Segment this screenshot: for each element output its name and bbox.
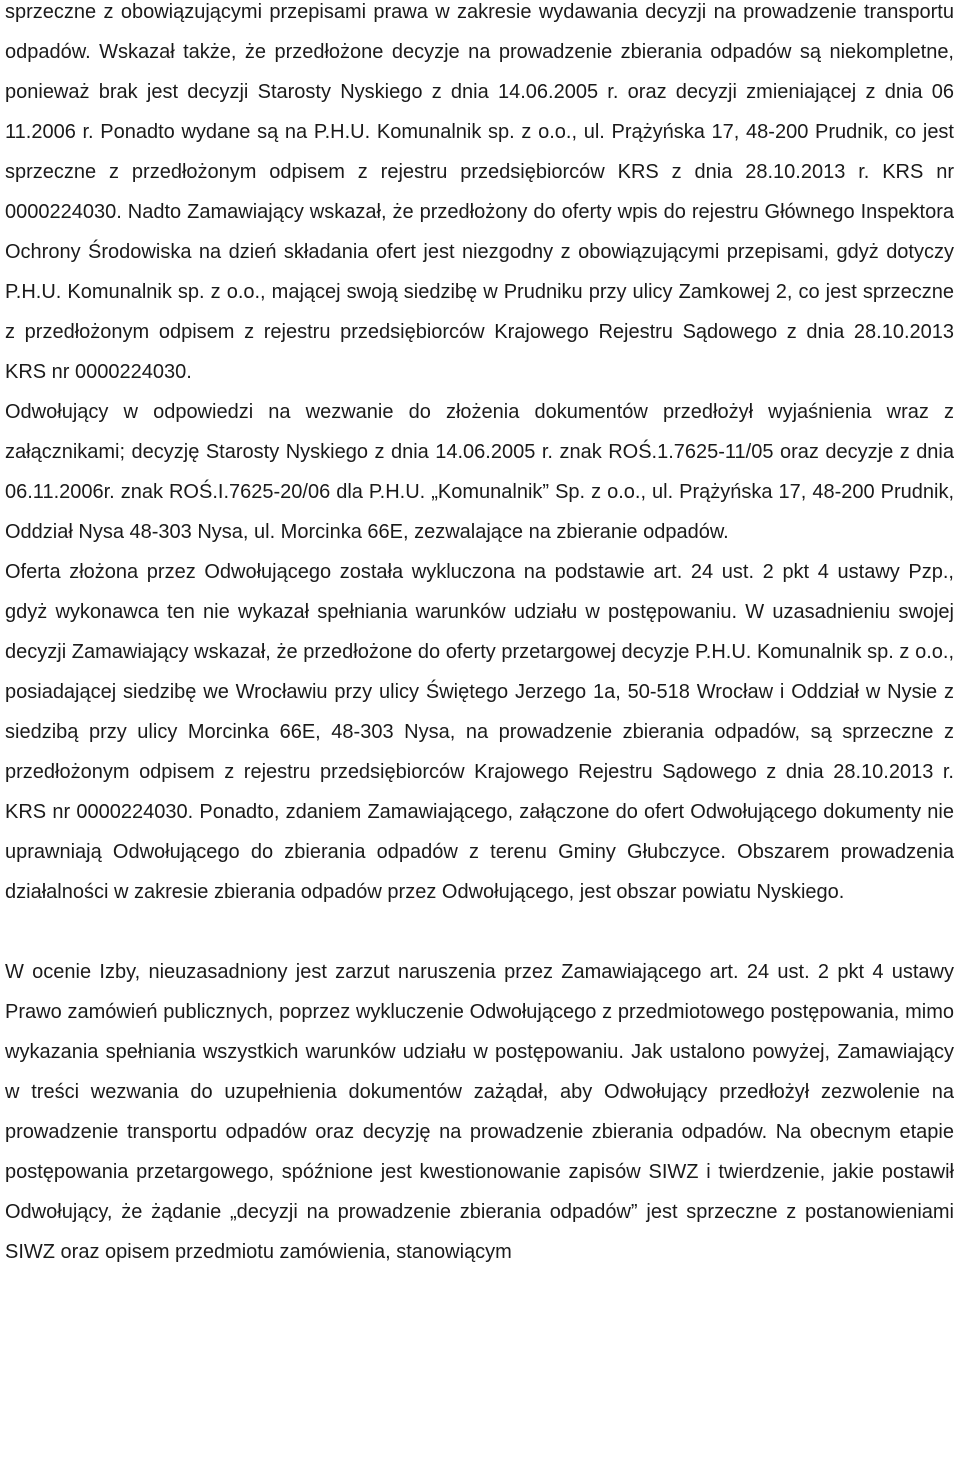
paragraph-chamber-assessment: W ocenie Izby, nieuzasadniony jest zarzut naruszenia przez Zamawiającego art. 24 ust. 2 pkt 4 ustawy Prawo zamówień publicznych, poprzez wykluczenie Odwołującego z przedmiotowego postępowania, mimo wykazania spełniania wszystkich warunków udziału w postępowaniu. Jak ustalono powyżej, Zamawiający w treści wezwania do uzupełnienia dokumentów zażądał, aby Odwołujący przedłożył zezwolenie na prowadzenie transportu odpadów oraz decyzję na prowadzenie zbierania odpadów. Na obecnym etapie postępowania przetargowego, spóźnione jest kwestionowanie zapisów SIWZ i twierdzenie, jakie postawił Odwołujący, że żądanie „decyzji na prowadzenie zbierania odpadów” jest sprzeczne z postanowieniami SIWZ oraz opisem przedmiotu zamówienia, stanowiącym — [5, 961, 954, 1263]
paragraph-offer-excluded: Oferta złożona przez Odwołującego została wykluczona na podstawie art. 24 ust. 2 pkt 4 ustawy Pzp., gdyż wykonawca ten nie wykazał spełniania warunków udziału w postępowaniu. W uzasadnieniu swojej decyzji Zamawiający wskazał, że przedłożone do oferty przetargowej decyzje P.H.U. Komunalnik sp. z o.o., posiadającej siedzibę we Wrocławiu przy ulicy Świętego Jerzego 1a, 50-518 Wrocław i Oddział w Nysie z siedzibą przy ulicy Morcinka 66E, 48-303 Nysa, na prowadzenie zbierania odpadów, są sprzeczne z przedłożonym odpisem z rejestru przedsiębiorców Krajowego Rejestru Sądowego z dnia 28.10.2013 r. KRS nr 0000224030. Ponadto, zdaniem Zamawiającego, załączone do ofert Odwołującego dokumenty nie uprawniają Odwołującego do zbierania odpadów z terenu Gminy Głubczyce. Obszarem prowadzenia działalności w zakresie zbierania odpadów przez Odwołującego, jest obszar powiatu Nyskiego. — [5, 561, 954, 903]
paragraph-appellant-response: Odwołujący w odpowiedzi na wezwanie do złożenia dokumentów przedłożył wyjaśnienia wraz z załącznikami; decyzję Starosty Nyskiego z dnia 14.06.2005 r. znak ROŚ.1.7625-11/05 oraz decyzje z dnia 06.11.2006r. znak ROŚ.I.7625-20/06 dla P.H.U. „Komunalnik” Sp. z o.o., ul. Prążyńska 17, 48-200 Prudnik, Oddział Nysa 48-303 Nysa, ul. Morcinka 66E, zezwalające na zbieranie odpadów. — [5, 401, 954, 543]
paragraph-gap — [5, 912, 954, 952]
paragraph-transport-decisions: sprzeczne z obowiązującymi przepisami prawa w zakresie wydawania decyzji na prowadzenie transportu odpadów. Wskazał także, że przedłożone decyzje na prowadzenie zbierania odpadów są niekompletne, ponieważ brak jest decyzji Starosty Nyskiego z dnia 14.06.2005 r. oraz decyzji zmieniającej z dnia 06 11.2006 r. Ponadto wydane są na P.H.U. Komunalnik sp. z o.o., ul. Prążyńska 17, 48-200 Prudnik, co jest sprzeczne z przedłożonym odpisem z rejestru przedsiębiorców KRS z dnia 28.10.2013 r. KRS nr 0000224030. Nadto Zamawiający wskazał, że przedłożony do oferty wpis do rejestru Głównego Inspektora Ochrony Środowiska na dzień składania ofert jest niezgodny z obowiązującymi przepisami, gdyż dotyczy P.H.U. Komunalnik sp. z o.o., mającej swoją siedzibę w Prudniku przy ulicy Zamkowej 2, co jest sprzeczne z przedłożonym odpisem z rejestru przedsiębiorców Krajowego Rejestru Sądowego z dnia 28.10.2013 KRS nr 0000224030. — [5, 1, 954, 383]
